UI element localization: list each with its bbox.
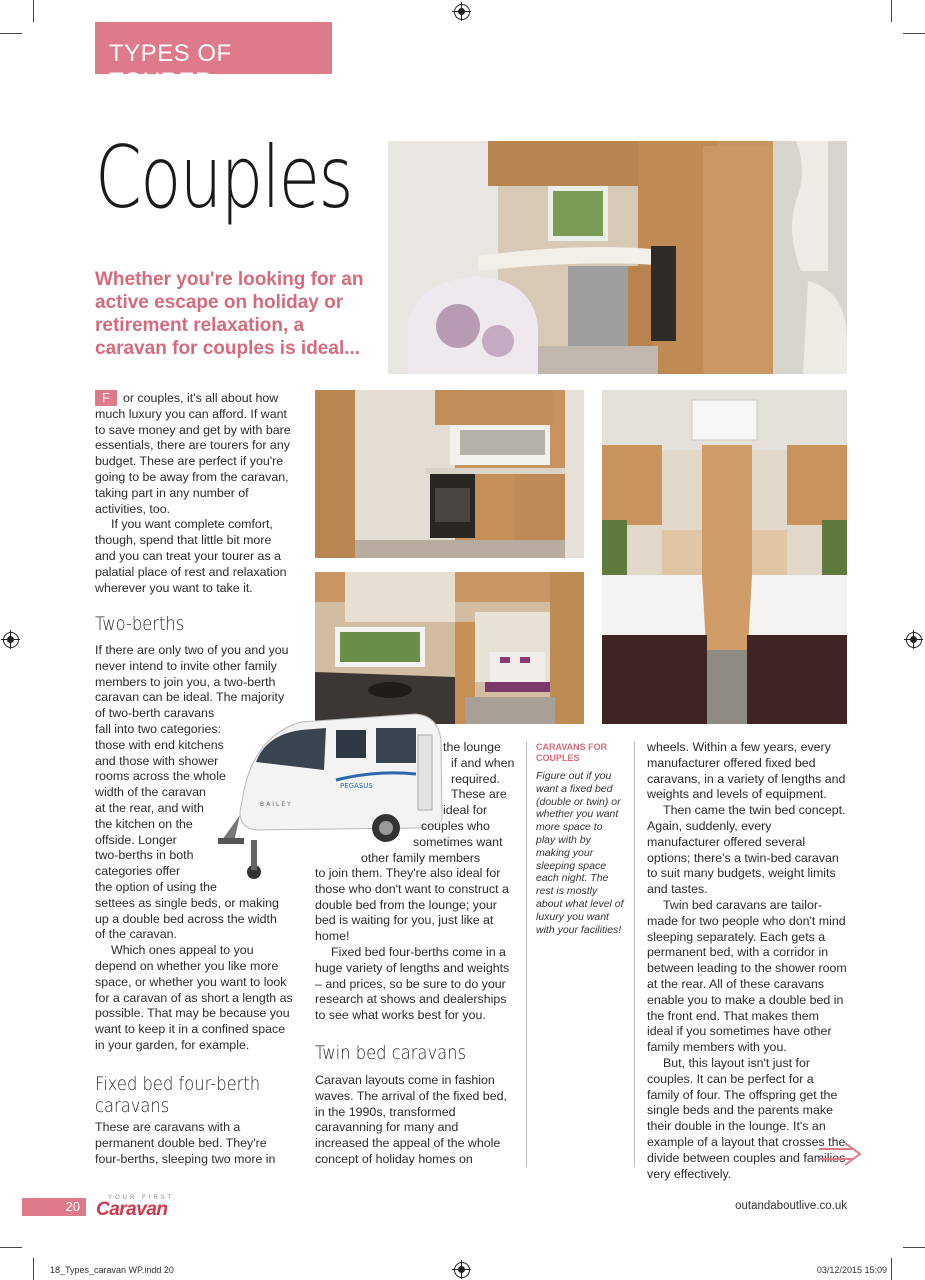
text-line: If there are only two of you and you bbox=[95, 643, 289, 657]
twin-bed-paragraph-4: But, this layout isn't just for couples. It can be perfect for a family of four. The offspring get the single beds and the parents make their double in the lounge. It's an example of a layout that crosses the divide between couples and families very effectively. bbox=[647, 1055, 846, 1181]
text-line: These are bbox=[451, 787, 507, 802]
magazine-logo bbox=[96, 1195, 174, 1221]
text-line: sometimes want bbox=[413, 834, 503, 849]
fixed-bed-wrap-text bbox=[361, 740, 523, 866]
crop-mark bbox=[903, 33, 925, 34]
website-url: outandaboutlive.co.uk bbox=[735, 1200, 847, 1212]
text-line: at the rear, and with bbox=[95, 800, 204, 815]
heading-fixed-bed bbox=[95, 1073, 260, 1117]
text-line: rooms across the whole bbox=[95, 769, 226, 784]
text-line: required. bbox=[451, 771, 500, 786]
text-line: if and when bbox=[451, 755, 515, 770]
twin-bed-paragraph-1: Caravan layouts come in fashion waves. The arrival of the fixed bed, in the 1990s, transformed caravanning for many and increased the appeal of the whole concept of holiday homes on bbox=[315, 1073, 507, 1166]
sidebar-title-line: COUPLES bbox=[536, 753, 580, 763]
text-line: the kitchen on the bbox=[95, 816, 193, 831]
intro-text bbox=[95, 390, 295, 596]
crop-mark bbox=[891, 1258, 892, 1280]
intro-paragraph-1: or couples, it's all about how much luxury you can afford. If want to save money and get by with bare essentials, there are tourers for any budget. These are perfect if you're going to be away from the caravan, taking part in any number of activities, too. bbox=[95, 391, 291, 516]
crop-mark bbox=[0, 1247, 22, 1248]
twin-bed-paragraph-3: Twin bed caravans are tailor-made for two people who don't mind sleeping separately. Each gets a permanent bed, with a corridor in between leading to the shower room at the rear. All of these caravans enable you to make a double bed in the front end. That makes them ideal if you sometimes have other family members with you. bbox=[647, 897, 847, 1055]
text-line: two-berths in both bbox=[95, 848, 194, 863]
column-rule bbox=[526, 742, 527, 1167]
column-rule bbox=[634, 742, 635, 1167]
text-line: ideal for bbox=[443, 803, 488, 818]
two-berths-text bbox=[95, 643, 295, 1054]
text-line: settees as single beds, or making bbox=[95, 895, 279, 910]
registration-mark-icon bbox=[454, 1262, 470, 1278]
text-line: offside. Longer bbox=[95, 832, 177, 847]
text-line: caravan can be ideal. The majority bbox=[95, 690, 285, 705]
text-line: fall into two categories: bbox=[95, 721, 222, 736]
text-line: never intend to invite other family bbox=[95, 658, 277, 673]
photo-kitchen-hero bbox=[388, 141, 847, 374]
heading-twin-bed: Twin bed caravans bbox=[315, 1042, 467, 1064]
text-line: up a double bed across the width bbox=[95, 911, 277, 926]
crop-mark bbox=[33, 1258, 34, 1280]
text-line: those with end kitchens bbox=[95, 737, 224, 752]
crop-mark bbox=[33, 0, 34, 22]
section-tag: TYPES OF TOURER bbox=[95, 22, 332, 74]
logo-tagline: YOUR FIRST bbox=[108, 1195, 175, 1201]
photo-twin-beds bbox=[602, 390, 847, 724]
registration-mark-icon bbox=[3, 632, 19, 648]
twin-bed-paragraph-2: Then came the twin bed concept. Again, suddenly, every manufacturer offered several options; there's a twin-bed caravan to suit many budgets, weight limits and tastes. bbox=[647, 803, 846, 897]
continue-arrow-icon bbox=[817, 1140, 863, 1173]
text-line: of the caravan. bbox=[95, 927, 177, 942]
twin-bed-paragraph-1-cont: wheels. Within a few years, every manufacturer offered fixed bed caravans, in a variety of lengths and weights and levels of equipment. bbox=[647, 740, 846, 802]
text-line: couples who bbox=[421, 818, 490, 833]
text-line: other family members bbox=[361, 850, 481, 865]
photo-kitchen-oven bbox=[315, 390, 584, 558]
file-slug: 18_Types_caravan WP.indd 20 bbox=[50, 1265, 174, 1275]
text-line: the lounge bbox=[443, 740, 501, 754]
fixed-bed-paragraph-1: These are caravans with a permanent double bed. They're four-berths, sleeping two more in bbox=[95, 1120, 276, 1166]
sidebar-title-line: CARAVANS FOR bbox=[536, 742, 608, 752]
text-line: of two-berth caravans bbox=[95, 706, 215, 721]
text-line: the option of using the bbox=[95, 879, 217, 894]
text-line: and those with shower bbox=[95, 753, 219, 768]
crop-mark bbox=[891, 0, 892, 22]
intro-paragraph-2: If you want complete comfort, though, spend that little bit more and you can treat your tourer as a palatial place of rest and relaxation wherever you want to take it. bbox=[95, 517, 287, 595]
sidebar-title bbox=[536, 742, 626, 764]
registration-mark-icon bbox=[906, 632, 922, 648]
text-line: categories offer bbox=[95, 864, 181, 879]
caravan-badge: BAILEY bbox=[260, 801, 293, 808]
crop-mark bbox=[903, 1247, 925, 1248]
caravan-brand-logo: PEGASUS bbox=[340, 782, 373, 790]
text-line: width of the caravan bbox=[95, 785, 206, 800]
crop-mark bbox=[0, 33, 22, 34]
text-line: members to join you, a two-berth bbox=[95, 674, 276, 689]
print-timestamp: 03/12/2015 15:09 bbox=[816, 1265, 887, 1275]
drop-cap: F bbox=[95, 390, 117, 406]
page-title: Couples bbox=[95, 128, 352, 228]
standfirst: Whether you're looking for an active escape on holiday or retirement relaxation, a caravan for couples is ideal... bbox=[95, 269, 364, 359]
logo-wordmark: Caravan bbox=[96, 1199, 168, 1220]
heading-line: caravans bbox=[95, 1095, 170, 1117]
fixed-bed-paragraph-1-cont: to join them. They're also ideal for those who don't want to construct a double bed from the lounge; your bed is waiting for you, just like at home! bbox=[315, 866, 509, 944]
registration-mark-icon bbox=[454, 4, 470, 20]
sidebar-text: Figure out if you want a fixed bed (double or twin) or whether you want more space to play with by making your sleeping space each night. The rest is mostly about what level of luxury you want with your facilities! bbox=[536, 770, 624, 936]
page-number: 20 bbox=[22, 1198, 86, 1216]
heading-two-berths: Two-berths bbox=[95, 613, 185, 635]
two-berths-paragraph-2: Which ones appeal to you depend on whether you like more space, or whether you want to look for a caravan of as short a length as possible. That may be because you want to keep it in a confined space in your garden, for example. bbox=[95, 943, 293, 1052]
twin-bed-column bbox=[647, 740, 847, 1182]
fixed-bed-paragraph-2: Fixed bed four-berths come in a huge variety of lengths and weights – and prices, so be sure to do your research at shows and dealerships to see what works best for you. bbox=[315, 944, 510, 1023]
fixed-bed-column bbox=[315, 866, 517, 1024]
heading-line: Fixed bed four-berth bbox=[95, 1073, 261, 1095]
